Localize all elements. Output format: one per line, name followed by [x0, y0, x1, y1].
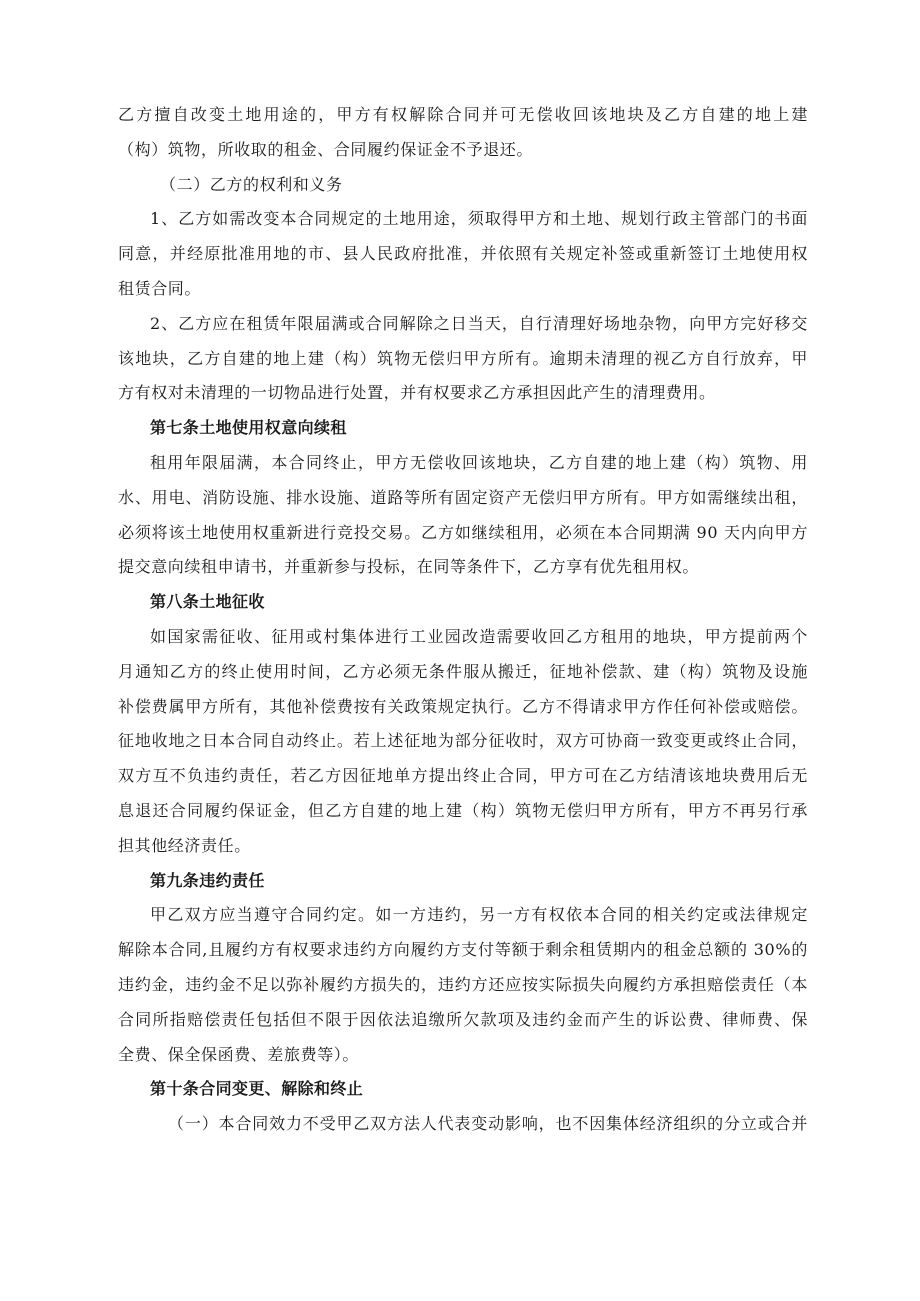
article-heading-9: 第九条违约责任 — [150, 870, 265, 890]
paragraph-line: 2、乙方应在租赁年限届满或合同解除之日当天，自行清理好场地杂物，向甲方完好移交 — [150, 313, 808, 333]
paragraph-line: 全费、保全保函费、差旅费等）。 — [118, 1044, 360, 1064]
paragraph-line: 甲乙双方应当遵守合同约定。如一方违约，另一方有权依本合同的相关约定或法律规定 — [150, 905, 808, 925]
paragraph-line: 如国家需征收、征用或村集体进行工业园改造需要收回乙方租用的地块，甲方提前两个 — [150, 626, 808, 646]
article-heading-10: 第十条合同变更、解除和终止 — [150, 1079, 364, 1099]
paragraph-line: 违约金，违约金不足以弥补履约方损失的，违约方还应按实际损失向履约方承担赔偿责任（本 — [118, 974, 808, 994]
paragraph-line: 双方互不负违约责任，若乙方因征地单方提出终止合同，甲方可在乙方结清该地块费用后无 — [118, 766, 808, 786]
section-subheading: （二）乙方的权利和义务 — [160, 174, 343, 194]
paragraph-line: 方有权对未清理的一切物品进行处置，并有权要求乙方承担因此产生的清理费用。 — [118, 383, 716, 403]
paragraph-line: 担其他经济责任。 — [118, 835, 251, 855]
paragraph-line: （一）本合同效力不受甲乙双方法人代表变动影响，也不因集体经济组织的分立或合并 — [168, 1114, 808, 1134]
paragraph-line: 征地收地之日本合同自动终止。若上述征地为部分征收时，双方可协商一致变更或终止合同， — [118, 731, 808, 751]
paragraph-line: 水、用电、消防设施、排水设施、道路等所有固定资产无偿归甲方所有。甲方如需继续出租， — [118, 487, 808, 507]
paragraph-line: 1、乙方如需改变本合同规定的土地用途，须取得甲方和土地、规划行政主管部门的书面 — [150, 209, 808, 229]
paragraph-line: （构）筑物，所收取的租金、合同履约保证金不予退还。 — [118, 139, 534, 159]
paragraph-line: 租用年限届满，本合同终止，甲方无偿收回该地块，乙方自建的地上建（构）筑物、用 — [150, 452, 808, 472]
paragraph-line: 该地块，乙方自建的地上建（构）筑物无偿归甲方所有。逾期未清理的视乙方自行放弃，甲 — [118, 348, 808, 368]
article-heading-8: 第八条土地征收 — [150, 592, 265, 612]
paragraph-line: 合同所指赔偿责任包括但不限于因依法追缴所欠款项及违约金而产生的诉讼费、律师费、保 — [118, 1009, 808, 1029]
paragraph-line: 租赁合同。 — [118, 278, 202, 298]
paragraph-line: 息退还合同履约保证金，但乙方自建的地上建（构）筑物无偿归甲方所有，甲方不再另行承 — [118, 800, 808, 820]
document-page — [118, 98, 808, 1142]
paragraph-line: 补偿费属甲方所有，其他补偿费按有关政策规定执行。乙方不得请求甲方作任何补偿或赔偿。 — [118, 696, 808, 716]
paragraph-line: 月通知乙方的终止使用时间，乙方必须无条件服从搬迁，征地补偿款、建（构）筑物及设施 — [118, 661, 808, 681]
article-heading-7: 第七条土地使用权意向续租 — [150, 418, 347, 438]
paragraph-line: 提交意向续租申请书，并重新参与投标，在同等条件下，乙方享有优先租用权。 — [118, 557, 700, 577]
paragraph-line: 解除本合同,且履约方有权要求违约方向履约方支付等额于剩余租赁期内的租金总额的 30%的 — [118, 940, 808, 960]
paragraph-line: 必须将该土地使用权重新进行竞投交易。乙方如继续租用，必须在本合同期满 90 天内向甲方 — [118, 522, 808, 542]
paragraph-line: 同意，并经原批准用地的市、县人民政府批准，并依照有关规定补签或重新签订土地使用权 — [118, 244, 808, 264]
paragraph-line: 乙方擅自改变土地用途的，甲方有权解除合同并可无偿收回该地块及乙方自建的地上建 — [118, 105, 808, 124]
